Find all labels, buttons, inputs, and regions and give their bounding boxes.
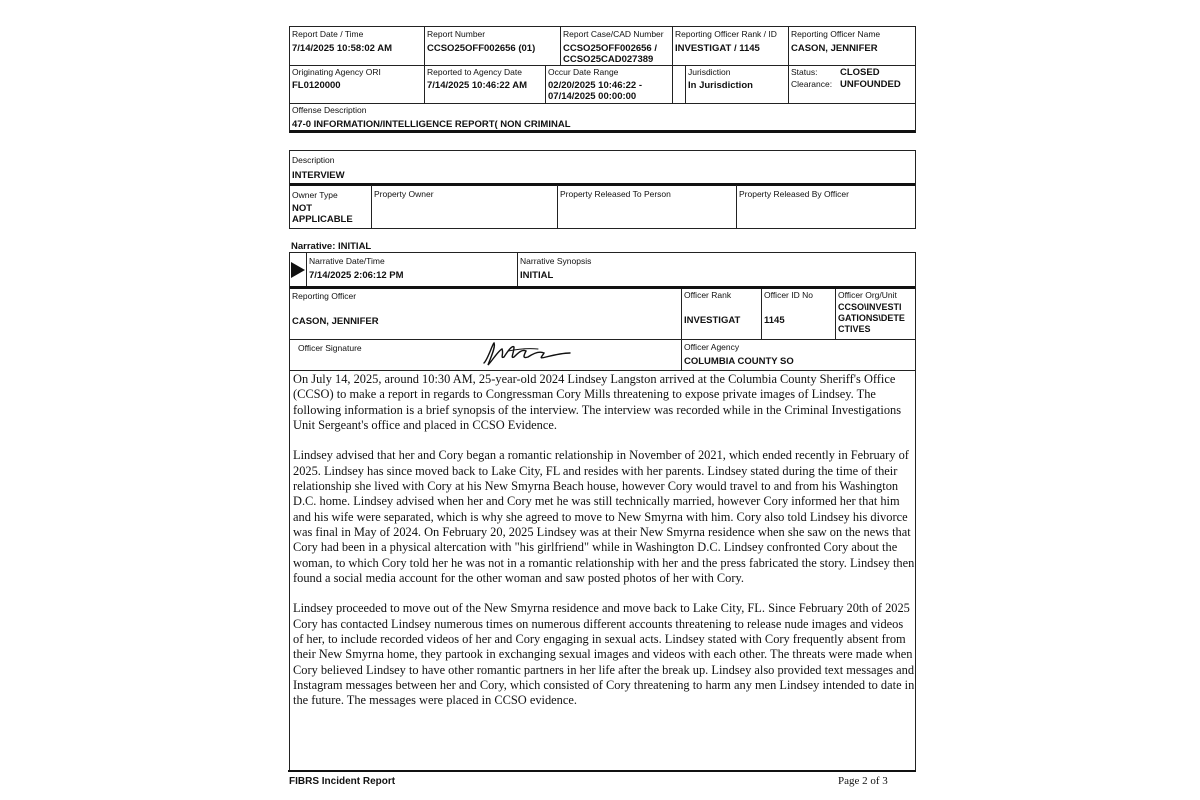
narrative-paragraph-1: On July 14, 2025, around 10:30 AM, 25-year-old 2024 Lindsey Langston arrived at the Columbia County Sheriff's Office (CCSO) to make a report in regards to Congressman Cory Mills threatening to expose private images of Lindsey. The following information is a brief synopsis of the interview. The interview was recorded while in the Criminal Investigations Unit Sergeant's office and placed in CCSO Evidence. <box>293 372 902 432</box>
owner-type-line2: APPLICABLE <box>292 214 353 225</box>
reporting-officer-label: Reporting Officer <box>292 291 357 301</box>
officer-rank-id-value: INVESTIGAT / 1145 <box>675 43 760 54</box>
report-number-value: CCSO25OFF002656 (01) <box>427 43 536 54</box>
ori-label: Originating Agency ORI <box>292 67 381 77</box>
clearance-label: Clearance: <box>791 79 833 89</box>
clearance-value: UNFOUNDED <box>840 79 901 90</box>
officer-agency-label: Officer Agency <box>684 342 740 352</box>
offense-label: Offense Description <box>292 105 367 115</box>
officer-rank-id-label: Reporting Officer Rank / ID <box>675 29 777 39</box>
narrative-date-value: 7/14/2025 2:06:12 PM <box>309 270 404 281</box>
footer-page-number: Page 2 of 3 <box>838 775 888 787</box>
footer-title: FIBRS Incident Report <box>289 776 396 787</box>
narrative-synopsis-label: Narrative Synopsis <box>520 256 592 266</box>
occur-range-label: Occur Date Range <box>548 67 619 77</box>
released-to-label: Property Released To Person <box>560 189 671 199</box>
officer-rank-value: INVESTIGAT <box>684 315 741 326</box>
narrative-date-label: Narrative Date/Time <box>309 256 385 266</box>
owner-type-label: Owner Type <box>292 190 338 200</box>
narrative-text <box>293 372 915 724</box>
officer-org-line1: CCSO\INVESTI <box>838 302 902 312</box>
arrow-marker-icon <box>291 262 305 278</box>
offense-value: 47-0 INFORMATION/INTELLIGENCE REPORT( NON CRIMINAL <box>292 119 571 130</box>
case-number-line2: CCSO25CAD027389 <box>563 54 654 65</box>
officer-agency-value: COLUMBIA COUNTY SO <box>684 356 794 367</box>
narrative-paragraph-2: Lindsey advised that her and Cory began a romantic relationship in November of 2021, which ended recently in February of 2025. Lindsey has since moved back to Lake City, FL and resides with her parents. Lindsey stated during the time of their relationship she lived with Cory at his New Smyrna Beach house, however Cory would travel to and from his Washington D.C. home. Lindsey advised when her and Cory met he was still technically married, however Cory informed her that him and his wife were separated, which is why she agreed to move to New Smyrna with him. Cory also told Lindsey his divorce was final in May of 2024. On February 20, 2025 Lindsey was at their New Smyrna residence when she saw on the news that Cory had been in a physical altercation with "his girlfriend" while in Washington D.C. Lindsey confronted Cory about the woman, to which Cory told her he was not in a romantic relationship with her and the press fabricated the story. Lindsey then found a social media account for the other woman and saw posted photos of her with Cory. <box>293 448 915 585</box>
status-value: CLOSED <box>840 67 880 78</box>
owner-type-line1: NOT <box>292 203 313 214</box>
reported-date-label: Reported to Agency Date <box>427 67 522 77</box>
narrative-heading: Narrative: INITIAL <box>291 241 372 252</box>
footer-rule <box>288 770 916 772</box>
officer-signature-image <box>478 339 588 369</box>
officer-org-line3: CTIVES <box>838 324 871 334</box>
report-number-label: Report Number <box>427 29 486 39</box>
officer-name-value: CASON, JENNIFER <box>791 43 878 54</box>
officer-org-label: Officer Org/Unit <box>838 290 897 300</box>
case-number-line1: CCSO25OFF002656 / <box>563 43 657 54</box>
jurisdiction-value: In Jurisdiction <box>688 80 753 91</box>
reporting-officer-value: CASON, JENNIFER <box>292 316 379 327</box>
occur-range-line1: 02/20/2025 10:46:22 - <box>548 80 643 91</box>
report-date-label: Report Date / Time <box>292 29 364 39</box>
officer-name-label: Reporting Officer Name <box>791 29 881 39</box>
case-number-label: Report Case/CAD Number <box>563 29 664 39</box>
officer-rank-label: Officer Rank <box>684 290 732 300</box>
officer-id-label: Officer ID No <box>764 290 813 300</box>
report-header-box <box>289 26 916 133</box>
description-label: Description <box>292 155 335 165</box>
ori-value: FL0120000 <box>292 80 341 91</box>
description-value: INTERVIEW <box>292 170 345 181</box>
narrative-synopsis-value: INITIAL <box>520 270 554 281</box>
reported-date-value: 7/14/2025 10:46:22 AM <box>427 80 527 91</box>
report-date-value: 7/14/2025 10:58:02 AM <box>292 43 392 54</box>
narrative-paragraph-3: Lindsey proceeded to move out of the New Smyrna residence and move back to Lake City, FL. Since February 20th of 2025 Cory has contacted Lindsey numerous times on numerous different accounts threatening to release nude images and videos of her, to include recorded videos of her and Cory engaging in sexual acts. Lindsey stated with Cory frequently absent from their New Smyrna home, they partook in exchanging sexual images and videos with each other. The threats were made when Cory believed Lindsey to have other romantic partners in her life after the break up. Lindsey also provided text messages and Instagram messages between her and Cory, which consisted of Cory threatening to harm any men Lindsey intended to date in the future. The messages were placed in CCSO evidence. <box>293 601 915 708</box>
jurisdiction-label: Jurisdiction <box>688 67 731 77</box>
released-by-label: Property Released By Officer <box>739 189 849 199</box>
occur-range-line2: 07/14/2025 00:00:00 <box>548 91 637 102</box>
property-box <box>289 150 916 229</box>
property-owner-label: Property Owner <box>374 189 434 199</box>
officer-signature-label: Officer Signature <box>298 343 362 353</box>
officer-org-line2: GATIONS\DETE <box>838 313 905 323</box>
officer-id-value: 1145 <box>764 315 785 326</box>
status-label: Status: <box>791 67 818 77</box>
